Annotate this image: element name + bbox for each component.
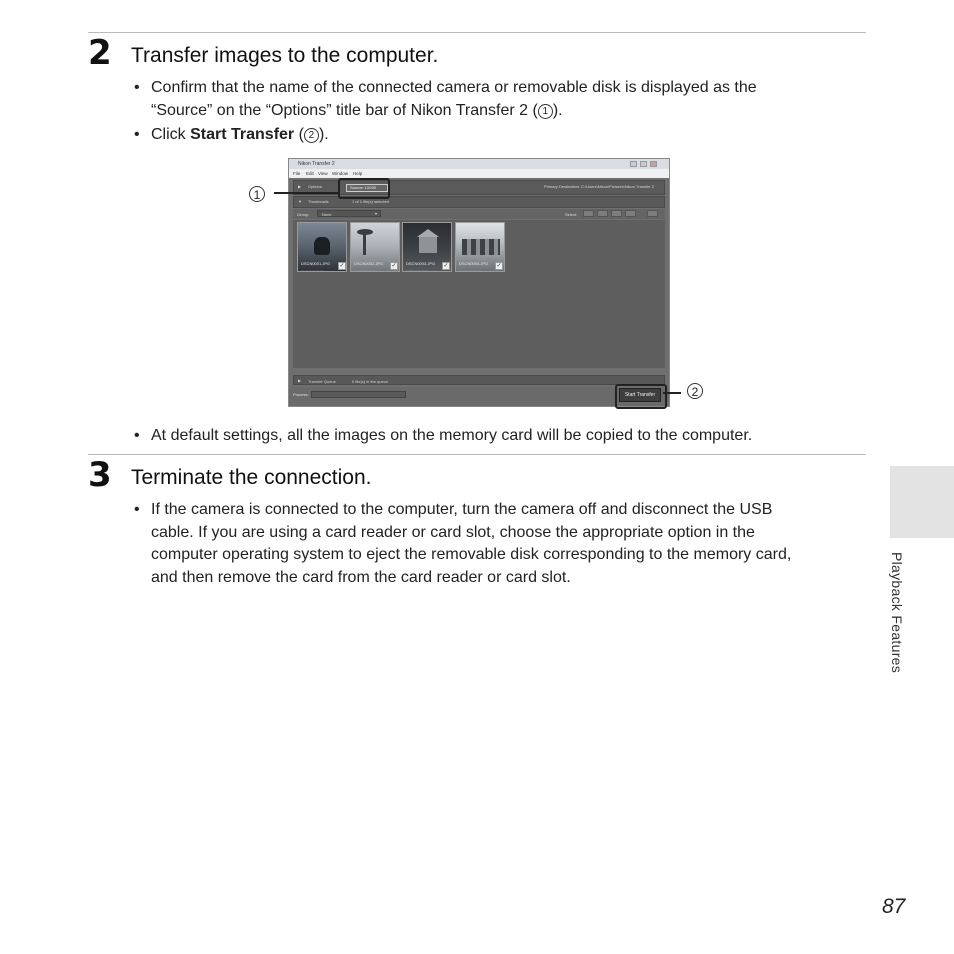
step-3-line-4: and then remove the card from the card reader or card slot. bbox=[151, 568, 571, 586]
bullet-dot: • bbox=[134, 126, 140, 143]
window-titlebar bbox=[289, 159, 669, 169]
bullet-1-line-1: Confirm that the name of the connected camera or removable disk is displayed as the bbox=[151, 79, 757, 96]
step-2-bullet-3: • At default settings, all the images on the memory card will be copied to the computer. bbox=[134, 425, 854, 448]
menu-help[interactable]: Help bbox=[353, 171, 363, 176]
bullet-dot: • bbox=[134, 427, 140, 444]
group-label: Group: bbox=[297, 212, 310, 217]
source-highlight-box bbox=[338, 178, 390, 199]
callout-1-leader bbox=[274, 192, 338, 194]
people-icon bbox=[462, 239, 500, 255]
expand-arrow-icon: ▶ bbox=[298, 378, 302, 383]
process-label: Process: bbox=[293, 392, 309, 397]
menu-view[interactable]: View bbox=[318, 171, 328, 176]
bullet-1-line-2: “Source” on the “Options” title bar of Nikon Transfer 2 ( 1 ). bbox=[151, 101, 563, 119]
step-3-line-3: computer operating system to eject the removable disk corresponding to the memory card, bbox=[151, 546, 792, 563]
callout-1: 1 bbox=[249, 186, 265, 202]
maximize-button[interactable] bbox=[640, 161, 647, 167]
side-label bbox=[889, 552, 919, 702]
section-tab bbox=[890, 466, 954, 538]
minimize-button[interactable] bbox=[630, 161, 637, 167]
status-row bbox=[289, 387, 669, 406]
step-2-number: 2 bbox=[88, 33, 112, 73]
menu-file[interactable]: File bbox=[293, 171, 301, 176]
callout-2: 2 bbox=[687, 383, 703, 399]
top-rule bbox=[88, 32, 866, 33]
start-transfer-highlight-box bbox=[615, 384, 667, 409]
options-label: Options bbox=[308, 184, 322, 189]
thumbnail-name-1: DSCN0001.JPG bbox=[301, 261, 331, 266]
collapse-arrow-icon: ▼ bbox=[298, 199, 302, 204]
progress-bar bbox=[311, 391, 406, 398]
thumbnails-label: Thumbnails bbox=[308, 199, 329, 204]
step-2-bullet-1 bbox=[134, 77, 834, 122]
callout-2-leader bbox=[663, 392, 681, 394]
close-button[interactable] bbox=[650, 161, 657, 167]
thumbnails-count: 1 of 1 file(s) selected bbox=[352, 199, 389, 204]
thumbnail-checkbox-3[interactable]: ✓ bbox=[443, 263, 449, 269]
step-3-rule bbox=[88, 454, 866, 455]
step-3-number: 3 bbox=[88, 455, 112, 495]
source-display: Source: L5200 bbox=[346, 184, 388, 192]
menu-window[interactable]: Window bbox=[332, 171, 349, 176]
start-transfer-button[interactable]: Start Transfer bbox=[619, 388, 661, 402]
thumbnail-name-3: DSCN0003.JPG bbox=[406, 261, 436, 266]
callout-ref-1: 1 bbox=[538, 104, 553, 119]
thumbnail-checkbox-2[interactable]: ✓ bbox=[391, 263, 397, 269]
transfer-queue-status: 0 file(s) in the queue bbox=[352, 379, 389, 384]
step-2-bullet-2: • Click Start Transfer ( 2 ). bbox=[134, 124, 534, 147]
step-2-heading: Transfer images to the computer. bbox=[131, 44, 439, 67]
building-icon bbox=[419, 235, 437, 253]
select-label: Select: bbox=[565, 212, 578, 217]
step-3-line-2: cable. If you are using a card reader or card slot, choose the appropriate option in the bbox=[151, 523, 755, 541]
page-number: 87 bbox=[882, 895, 906, 918]
select-none-button[interactable] bbox=[597, 210, 608, 217]
step-3-line-1: If the camera is connected to the computer, turn the camera off and disconnect the USB bbox=[151, 501, 773, 518]
menu-edit[interactable]: Edit bbox=[306, 171, 314, 176]
destination-display: Primary Destination: C:\Users\Nikon\Pictures\Nikon Transfer 2 bbox=[544, 184, 655, 189]
thumbnail-name-4: DSCN0004.JPG bbox=[459, 261, 489, 266]
view-toggle-button[interactable] bbox=[647, 210, 658, 217]
select-new-button[interactable] bbox=[611, 210, 622, 217]
bullet-dot: • bbox=[134, 79, 140, 96]
select-all-button[interactable] bbox=[583, 210, 594, 217]
dropdown-arrow-icon: ▾ bbox=[374, 211, 377, 216]
thumbnail-name-2: DSCN0002.JPG bbox=[354, 261, 384, 266]
transfer-queue-label: Transfer Queue bbox=[308, 379, 336, 384]
step-3-heading: Terminate the connection. bbox=[131, 466, 372, 489]
start-transfer-label: Start Transfer bbox=[190, 126, 295, 143]
thumbnail-checkbox-4[interactable]: ✓ bbox=[496, 263, 502, 269]
group-row bbox=[293, 209, 665, 219]
expand-arrow-icon: ▶ bbox=[298, 184, 302, 189]
bullet-dot: • bbox=[134, 501, 140, 518]
menu-bar bbox=[289, 169, 669, 178]
callout-ref-2: 2 bbox=[304, 128, 319, 143]
group-select[interactable]: None ▾ bbox=[317, 210, 381, 217]
figure-icon bbox=[314, 237, 330, 255]
side-label-text: Playback Features bbox=[889, 552, 905, 674]
thumbnail-area: DSCN0001.JPG — — — — — — ✓ DSCN0002.JPG — — — — — — ✓ DSCN0003.JPG — — — — — — ✓ DSCN0004.JPG — — — — — — ✓ bbox=[293, 220, 665, 368]
transfer-queue-bar[interactable] bbox=[293, 375, 665, 385]
window-title: Nikon Transfer 2 bbox=[298, 161, 335, 167]
thumbnail-checkbox-1[interactable]: ✓ bbox=[339, 263, 345, 269]
select-protected-button[interactable] bbox=[625, 210, 636, 217]
step-3-bullet-1 bbox=[134, 499, 869, 591]
